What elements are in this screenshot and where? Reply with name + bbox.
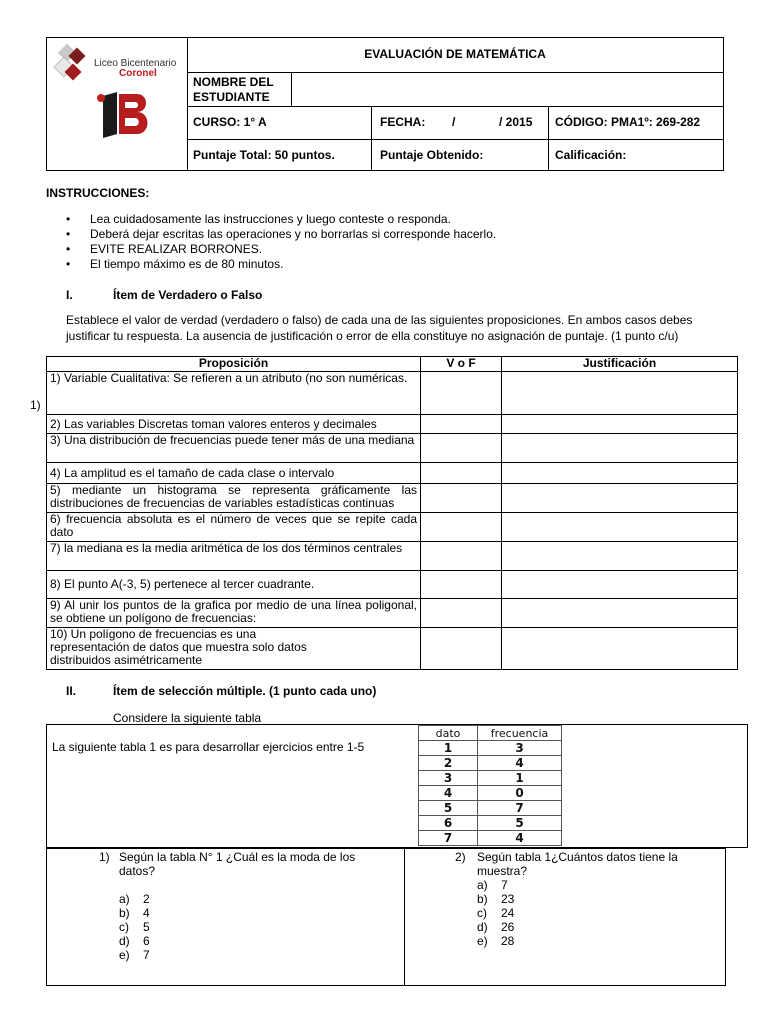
student-row <box>187 72 723 107</box>
answer-cell[interactable] <box>421 513 502 542</box>
col-proposition: Proposición <box>47 357 421 372</box>
course-cell: CURSO: 1° A <box>187 106 372 139</box>
table-row: 7 4 <box>419 831 562 846</box>
table-row: 4 0 <box>419 786 562 801</box>
table-row: 2 4 <box>419 756 562 771</box>
table-row: 8) El punto A(-3, 5) pertenece al tercer cuadrante. <box>47 571 738 599</box>
options-list <box>119 892 150 962</box>
option-b[interactable]: b) 23 <box>477 892 515 906</box>
table-row: 10) Un polígono de frecuencias es una representación de datos que muestra solo datos distribuidos asimétricamente <box>47 628 738 670</box>
school-logo <box>47 38 188 170</box>
course-row <box>187 106 723 140</box>
table-row: 4) La amplitud es el tamaño de cada clase o intervalo <box>47 463 738 484</box>
section1-paragraph: Establece el valor de verdad (verdadero o falso) de cada una de las siguientes proposiciones. En ambos casos debes justificar tu respuesta. La ausencia de justificación o error de ella constituye no asignación de puntaje. (1 punto c/u) <box>66 313 693 343</box>
justification-cell[interactable] <box>502 484 738 513</box>
total-score-cell: Puntaje Total: 50 puntos. <box>187 139 372 170</box>
justification-cell[interactable] <box>502 628 738 670</box>
table-row: 5) mediante un histograma se representa gráficamente las distribuciones de frecuencias de variables estadísticas continuas <box>47 484 738 513</box>
answer-cell[interactable] <box>421 372 502 415</box>
table-row: 1) Variable Cualitativa: Se refieren a un atributo (no son numéricas. <box>47 372 738 415</box>
answer-cell[interactable] <box>421 628 502 670</box>
option-e[interactable]: e) 28 <box>477 934 515 948</box>
true-false-table <box>46 356 738 670</box>
answer-cell[interactable] <box>421 542 502 571</box>
option-c[interactable]: c) 24 <box>477 906 515 920</box>
section1-number: I. <box>66 288 73 302</box>
table-row: 6) frecuencia absoluta es el número de veces que se repite cada dato <box>47 513 738 542</box>
header-table <box>46 37 724 171</box>
section2-title: Ítem de selección múltiple. (1 punto cada uno) <box>113 684 377 698</box>
option-c[interactable]: c) 5 <box>119 920 150 934</box>
frequency-header-row: dato frecuencia <box>419 726 562 741</box>
question-text: Según tabla 1¿Cuántos datos tiene la muestra? <box>477 850 678 878</box>
col-justification: Justificación <box>502 357 738 372</box>
option-e[interactable]: e) 7 <box>119 948 150 962</box>
page-title: EVALUACIÓN DE MATEMÁTICA <box>364 47 546 61</box>
justification-cell[interactable] <box>502 434 738 463</box>
answer-cell[interactable] <box>421 484 502 513</box>
section1-title: Ítem de Verdadero o Falso <box>113 288 263 302</box>
justification-cell[interactable] <box>502 542 738 571</box>
table-row: 3 1 <box>419 771 562 786</box>
justification-cell[interactable] <box>502 415 738 434</box>
student-name-field[interactable] <box>292 72 723 106</box>
list-item: • EVITE REALIZAR BORRONES. <box>66 242 496 257</box>
question-number: 1) <box>99 850 110 864</box>
question-2 <box>404 848 726 986</box>
options-list <box>477 878 514 948</box>
instructions-list <box>66 212 496 272</box>
list-item: • Deberá dejar escritas las operaciones y no borrarlas si corresponde hacerlo. <box>66 227 496 242</box>
option-b[interactable]: b) 4 <box>119 906 150 920</box>
table-row: 7) la mediana es la media aritmética de los dos términos centrales <box>47 542 738 571</box>
answer-cell[interactable] <box>421 599 502 628</box>
frequency-table <box>418 725 562 846</box>
answer-cell[interactable] <box>421 571 502 599</box>
justification-cell[interactable] <box>502 513 738 542</box>
justification-cell[interactable] <box>502 372 738 415</box>
table-row: 2) Las variables Discretas toman valores enteros y decimales <box>47 415 738 434</box>
table-header-row <box>47 357 738 372</box>
justification-cell[interactable] <box>502 599 738 628</box>
grade-cell[interactable]: Calificación: <box>555 148 627 162</box>
table-row: 6 5 <box>419 816 562 831</box>
section2-number: II. <box>66 684 77 698</box>
table-row: 5 7 <box>419 801 562 816</box>
code-cell: CÓDIGO: PMA1º: 269-282 <box>555 115 701 129</box>
date-cell[interactable]: FECHA: / / 2015 <box>372 106 549 139</box>
table-context-box <box>46 724 748 848</box>
side-number: 1) <box>30 398 41 412</box>
option-d[interactable]: d) 6 <box>119 934 150 948</box>
question-1 <box>46 848 405 986</box>
table-row: 1 3 <box>419 741 562 756</box>
justification-cell[interactable] <box>502 463 738 484</box>
school-city: Coronel <box>119 68 157 79</box>
question-text: Según la tabla N° 1 ¿Cuál es la moda de los datos? <box>119 850 356 878</box>
student-label: NOMBRE DEL ESTUDIANTE <box>187 72 292 106</box>
score-row <box>187 139 723 170</box>
option-d[interactable]: d) 26 <box>477 920 515 934</box>
table-context-text: La siguiente tabla 1 es para desarrollar ejercicios entre 1-5 <box>52 740 365 754</box>
table-row: 3) Una distribución de frecuencias puede tener más de una mediana <box>47 434 738 463</box>
option-a[interactable]: a) 7 <box>477 878 508 892</box>
answer-cell[interactable] <box>421 434 502 463</box>
question-number: 2) <box>455 850 466 864</box>
instructions-title: INSTRUCCIONES: <box>46 186 150 200</box>
title-row <box>187 38 723 73</box>
school-name: Liceo Bicentenario <box>94 58 177 69</box>
list-item: • Lea cuidadosamente las instrucciones y luego conteste o responda. <box>66 212 496 227</box>
obtained-score-cell[interactable]: Puntaje Obtenido: <box>372 139 549 170</box>
col-true-false: V o F <box>421 357 502 372</box>
table-row: 9) Al unir los puntos de la grafica por medio de una línea poligonal, se obtiene un polígono de frecuencias: <box>47 599 738 628</box>
section2-intro: Considere la siguiente tabla <box>113 711 262 725</box>
list-item: • El tiempo máximo es de 80 minutos. <box>66 257 496 272</box>
answer-cell[interactable] <box>421 415 502 434</box>
option-a[interactable]: a) 2 <box>119 892 150 906</box>
justification-cell[interactable] <box>502 571 738 599</box>
answer-cell[interactable] <box>421 463 502 484</box>
